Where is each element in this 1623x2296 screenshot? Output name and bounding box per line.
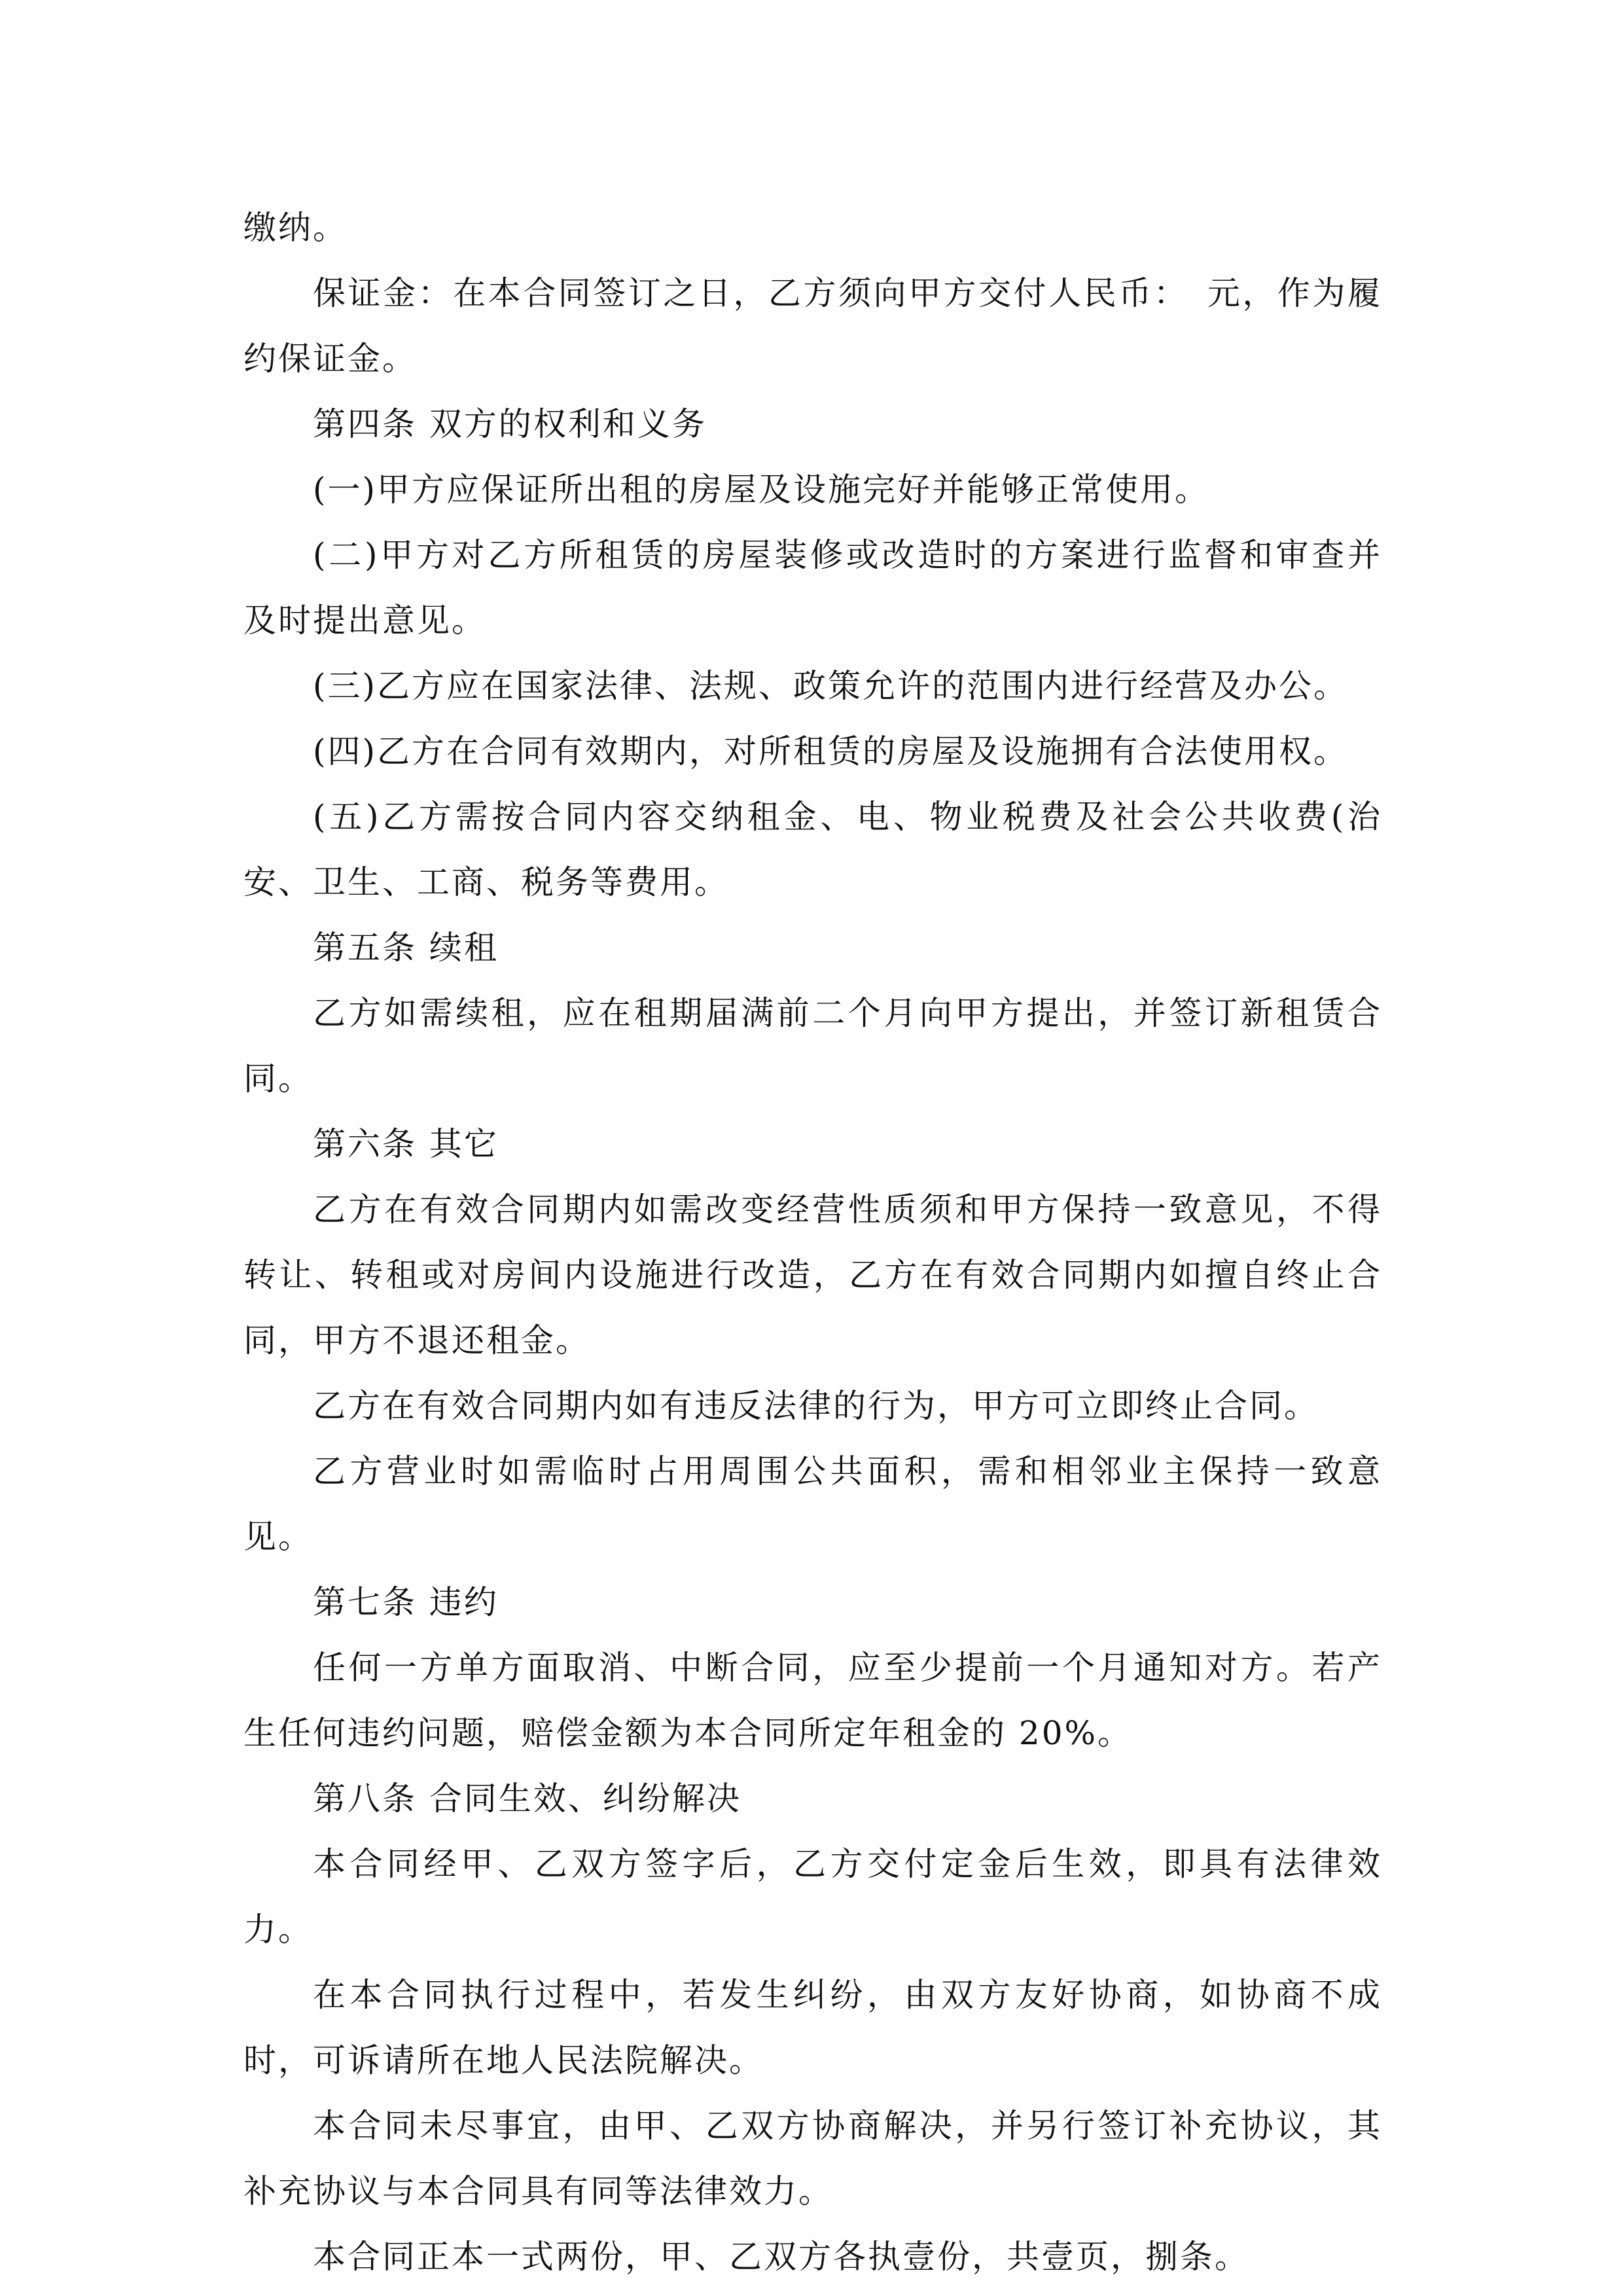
article-6-heading: 第六条 其它 <box>313 1125 499 1163</box>
paragraph-other-2: 乙方在有效合同期内如有违反法律的行为，甲方可立即终止合同。 <box>313 1387 1319 1425</box>
paragraph-article-4-item-1: (一)甲方应保证所出租的房屋及设施完好并能够正常使用。 <box>313 471 1210 509</box>
paragraph-deposit: 保证金：在本合同签订之日，乙方须向甲方交付人民币： 元，作为履约保证金。 <box>243 274 1382 378</box>
document-body <box>243 195 1382 2289</box>
paragraph-breach: 任何一方单方面取消、中断合同，应至少提前一个月通知对方。若产生任何违约问题，赔偿金额为本合同所定年租金的 20%。 <box>243 1649 1382 1752</box>
paragraph-supplement: 本合同未尽事宜，由甲、乙双方协商解决，并另行签订补充协议，其补充协议与本合同具有同等法律效力。 <box>243 2107 1382 2210</box>
paragraph-renewal: 乙方如需续租，应在租期届满前二个月向甲方提出，并签订新租赁合同。 <box>243 994 1382 1098</box>
article-5-heading: 第五条 续租 <box>313 929 499 967</box>
paragraph-article-4-item-2: (二)甲方对乙方所租赁的房屋装修或改造时的方案进行监督和审查并及时提出意见。 <box>243 536 1382 639</box>
article-4-heading: 第四条 双方的权利和义务 <box>313 405 707 443</box>
article-8-heading: 第八条 合同生效、纠纷解决 <box>313 1780 741 1818</box>
paragraph-payment-end: 缴纳。 <box>243 209 348 247</box>
paragraph-copies: 本合同正本一式两份，甲、乙双方各执壹份，共壹页，捌条。 <box>313 2238 1249 2276</box>
article-7-heading: 第七条 违约 <box>313 1583 499 1621</box>
paragraph-article-4-item-4: (四)乙方在合同有效期内，对所租赁的房屋及设施拥有合法使用权。 <box>313 732 1349 770</box>
paragraph-dispute: 在本合同执行过程中，若发生纠纷，由双方友好协商，如协商不成时，可诉请所在地人民法院解决。 <box>243 1976 1382 2079</box>
paragraph-other-1: 乙方在有效合同期内如需改变经营性质须和甲方保持一致意见，不得转让、转租或对房间内设施进行改造，乙方在有效合同期内如擅自终止合同，甲方不退还租金。 <box>243 1191 1382 1359</box>
paragraph-effect: 本合同经甲、乙双方签字后，乙方交付定金后生效，即具有法律效力。 <box>243 1845 1382 1948</box>
paragraph-article-4-item-3: (三)乙方应在国家法律、法规、政策允许的范围内进行经营及办公。 <box>313 667 1349 705</box>
paragraph-article-4-item-5: (五)乙方需按合同内容交纳租金、电、物业税费及社会公共收费(治安、卫生、工商、税务等费用。 <box>243 798 1382 901</box>
paragraph-other-3: 乙方营业时如需临时占用周围公共面积，需和相邻业主保持一致意见。 <box>243 1452 1382 1556</box>
